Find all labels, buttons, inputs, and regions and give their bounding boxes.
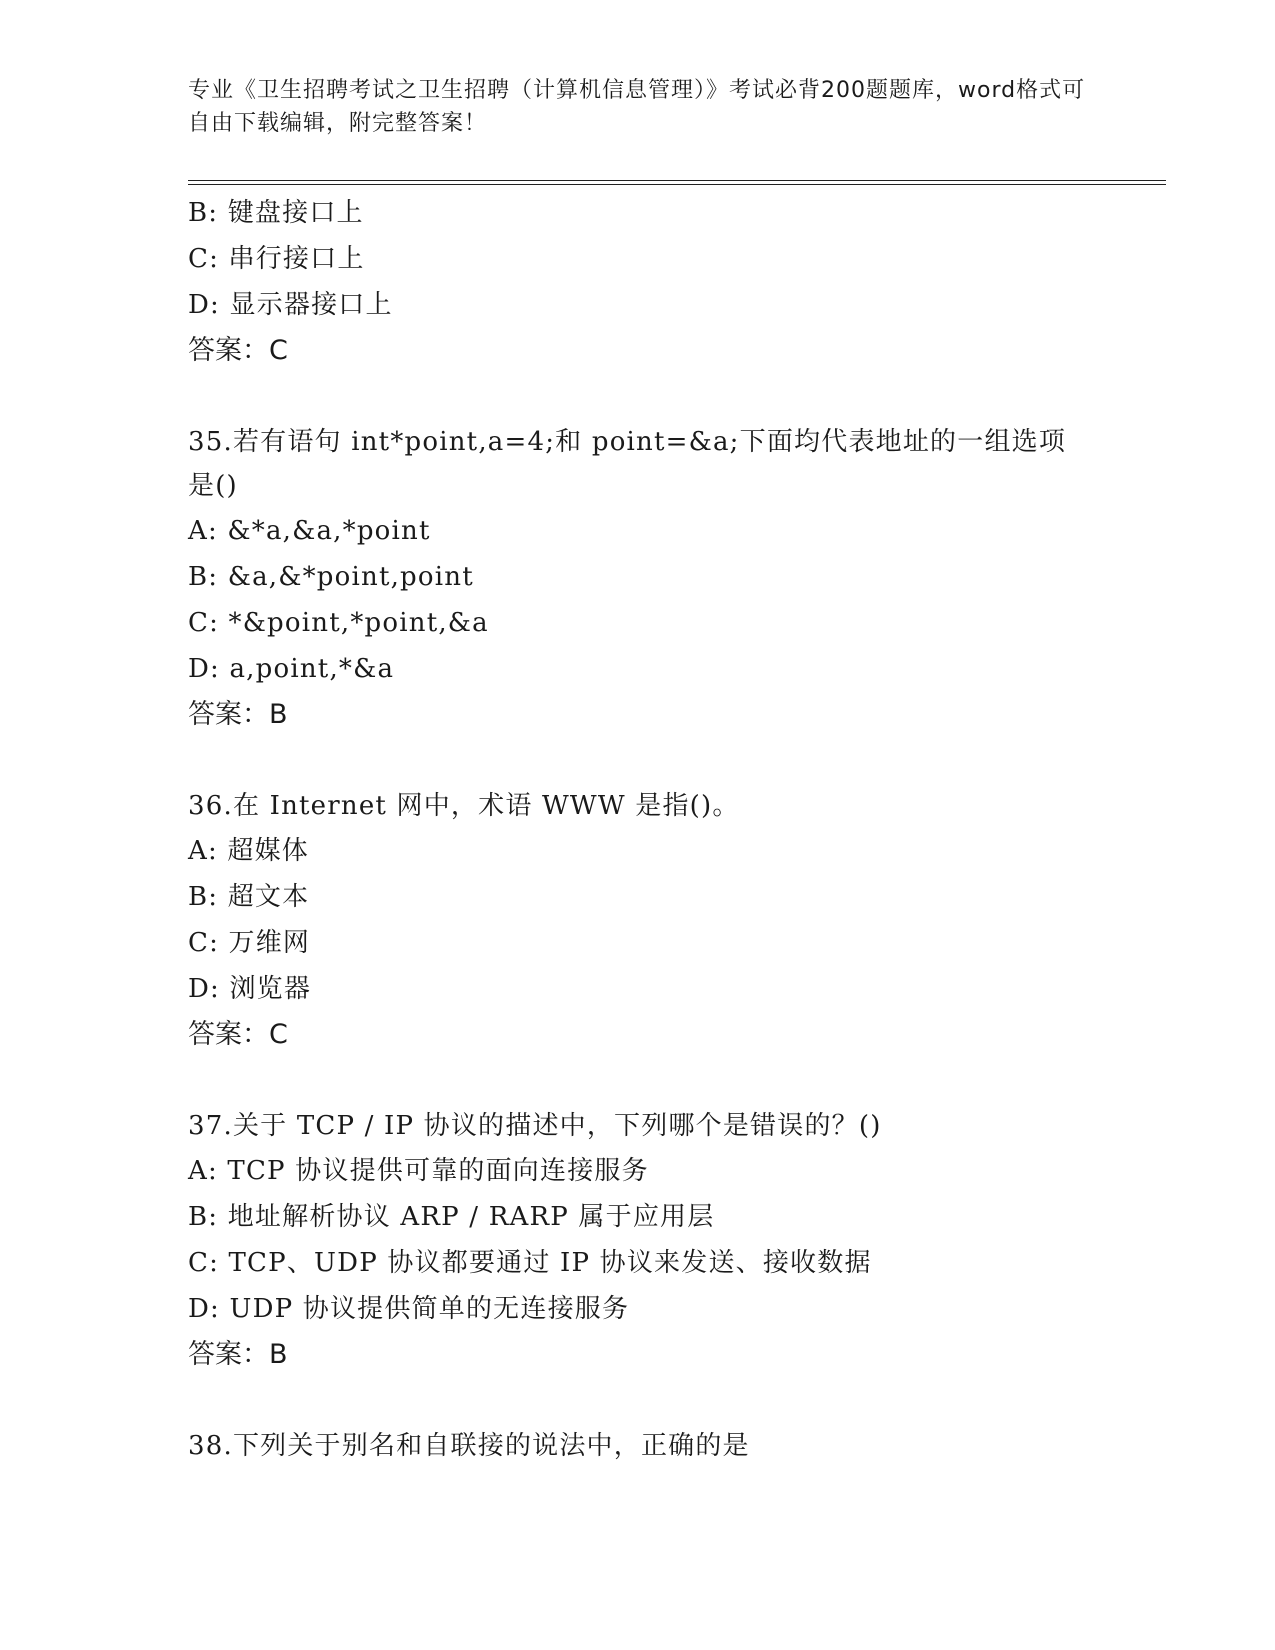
- question-stem: 35.若有语句 int*point,a=4;和 point=&a;下面均代表地址的一组选项是(): [188, 427, 1067, 501]
- spacer: [188, 374, 1088, 420]
- header-divider-bottom: [188, 184, 1166, 185]
- question-35: [188, 420, 1088, 738]
- answer-line: 答案：B: [188, 699, 288, 730]
- question-37: [188, 1104, 1088, 1378]
- header-divider-top: [188, 180, 1166, 181]
- question-stem: 37.关于 TCP / IP 协议的描述中，下列哪个是错误的？(): [188, 1111, 882, 1141]
- option-b: B: 地址解析协议 ARP / RARP 属于应用层: [188, 1202, 715, 1232]
- question-stem: 36.在 Internet 网中，术语 WWW 是指()。: [188, 791, 740, 821]
- option-c: C: 万维网: [188, 928, 311, 958]
- option-d: D: 浏览器: [188, 974, 312, 1004]
- question-36: [188, 784, 1088, 1058]
- question-38: [188, 1424, 1088, 1468]
- option-a: A: 超媒体: [188, 836, 310, 866]
- option-c: C: *&point,*point,&a: [188, 608, 489, 638]
- option-a: A: TCP 协议提供可靠的面向连接服务: [188, 1156, 649, 1186]
- spacer: [188, 1058, 1088, 1104]
- option-c: C: TCP、UDP 协议都要通过 IP 协议来发送、接收数据: [188, 1248, 872, 1278]
- option-d: D: a,point,*&a: [188, 654, 395, 684]
- question-34-tail: [188, 190, 1088, 374]
- document-header: 专业《卫生招聘考试之卫生招聘（计算机信息管理）》考试必背200题题库，word格式可自由下载编辑，附完整答案！: [188, 78, 1086, 136]
- option-b: B: 键盘接口上: [188, 198, 364, 228]
- option-d: D: UDP 协议提供简单的无连接服务: [188, 1294, 630, 1324]
- question-list: [188, 190, 1088, 1468]
- option-a: A: &*a,&a,*point: [188, 516, 431, 546]
- answer-line: 答案：B: [188, 1339, 288, 1370]
- answer-line: 答案：C: [188, 1019, 288, 1050]
- option-d: D: 显示器接口上: [188, 290, 393, 320]
- spacer: [188, 1378, 1088, 1424]
- question-stem: 38.下列关于别名和自联接的说法中，正确的是: [188, 1431, 750, 1461]
- spacer: [188, 738, 1088, 784]
- option-b: B: 超文本: [188, 882, 310, 912]
- option-b: B: &a,&*point,point: [188, 562, 474, 592]
- answer-line: 答案：C: [188, 335, 288, 366]
- option-c: C: 串行接口上: [188, 244, 365, 274]
